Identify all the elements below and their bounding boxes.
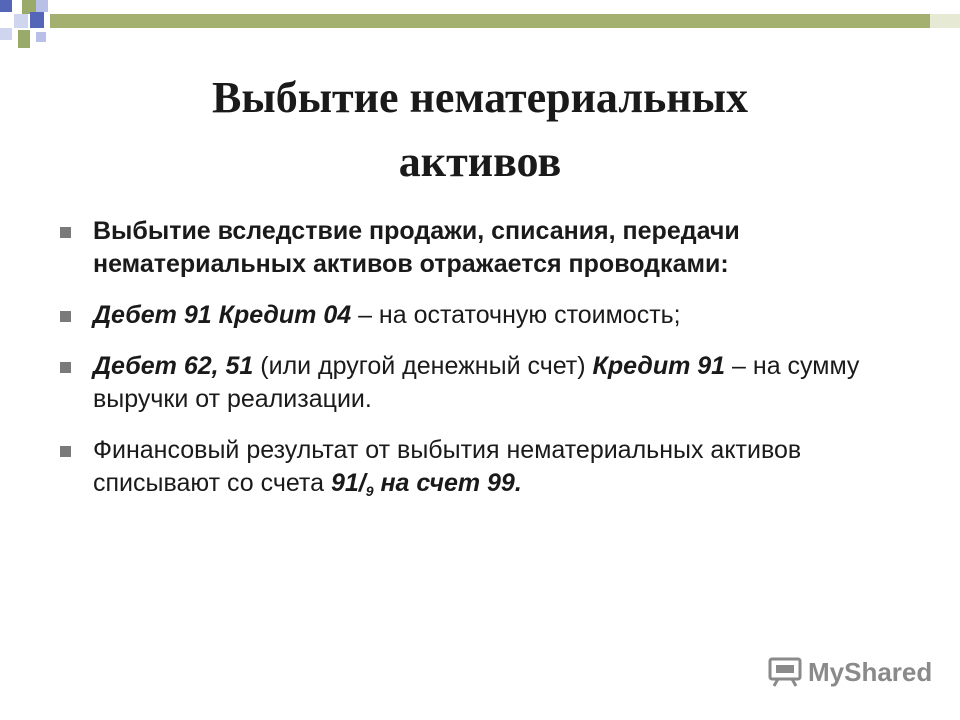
bullet-marker: [60, 446, 71, 457]
list-item: [60, 215, 890, 281]
entry-note: (или другой денежный счет): [253, 352, 593, 380]
watermark-logo: [768, 657, 932, 687]
bullet-marker: [60, 227, 71, 238]
account-number: 91/: [330, 469, 366, 497]
target-account: на счет 99.: [373, 469, 522, 497]
entry-debit: Дебет 62, 51: [93, 352, 254, 380]
entry-accounts: Дебет 91 Кредит 04: [93, 301, 352, 329]
entry-credit: Кредит 91: [592, 352, 726, 380]
entry-description: – на сумму выручки от реализации.: [93, 352, 860, 413]
title-line-2: активов: [398, 137, 562, 186]
presentation-board-icon: [768, 657, 802, 687]
account-subscript: 9: [365, 483, 374, 499]
header-decoration: [0, 0, 960, 60]
result-text: Финансовый результат от выбытия нематериальных активов списывают со счета: [93, 436, 802, 497]
bullet-list: [60, 215, 890, 526]
bullet-text: Выбытие вследствие продажи, списания, передачи нематериальных активов отражается проводками:: [93, 217, 740, 278]
title-line-1: Выбытие нематериальных: [212, 73, 748, 122]
slide-title: [0, 66, 960, 194]
bullet-marker: [60, 311, 71, 322]
list-item: [60, 299, 890, 332]
watermark-text: MyShared: [808, 656, 933, 687]
list-item: [60, 434, 890, 508]
bullet-marker: [60, 362, 71, 373]
entry-description: – на остаточную стоимость;: [351, 301, 681, 329]
list-item: [60, 350, 890, 416]
